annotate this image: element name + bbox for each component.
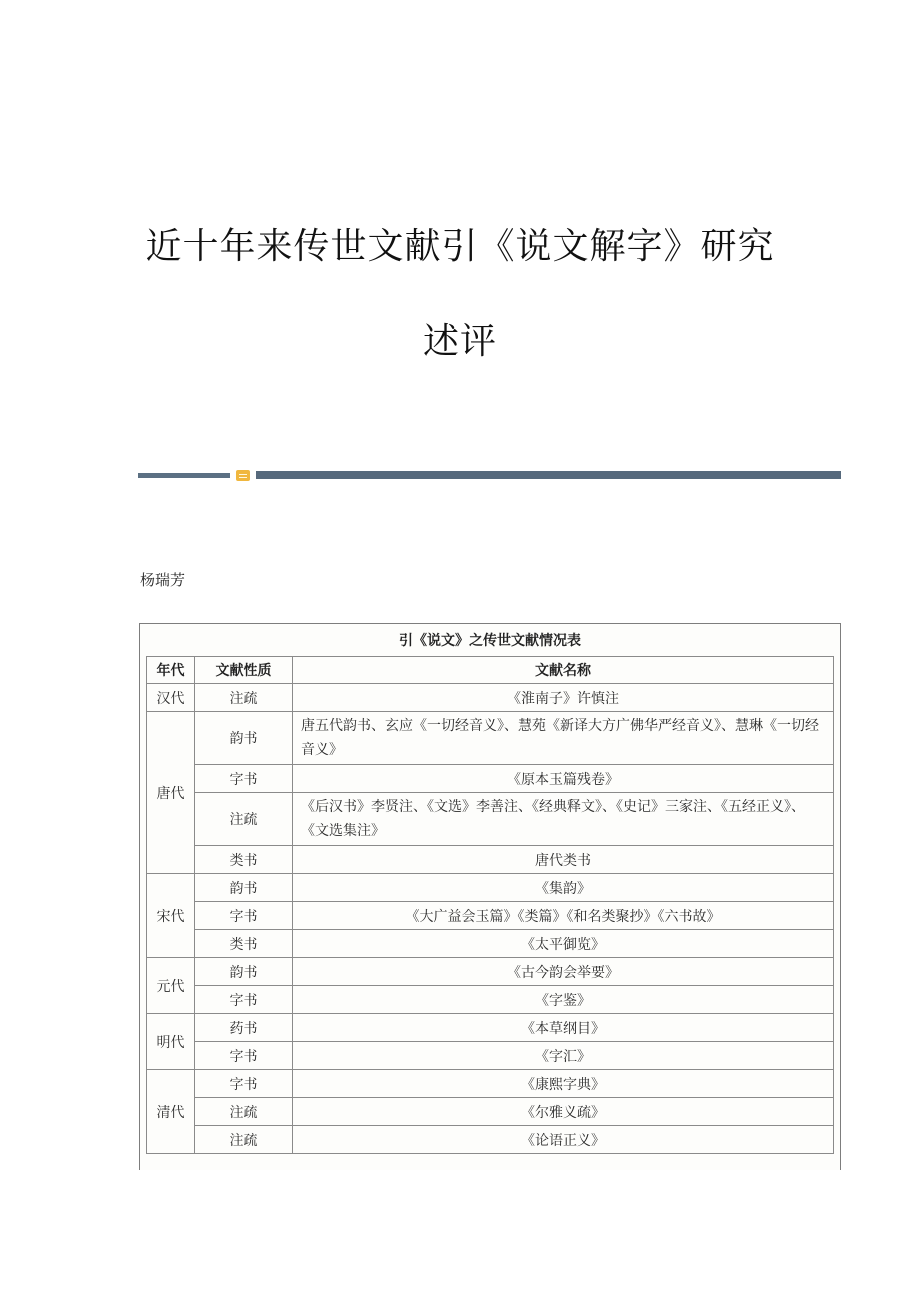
table-row	[147, 902, 834, 930]
literature-table-figure	[139, 623, 841, 1170]
title-cell: 《本草纲目》	[293, 1014, 834, 1042]
header-type: 文献性质	[195, 657, 293, 684]
title-cell: 《论语正义》	[293, 1126, 834, 1154]
table-row	[147, 846, 834, 874]
divider-left-bar	[138, 473, 230, 478]
title-cell: 《康熙字典》	[293, 1070, 834, 1098]
title-cell: 唐五代韵书、玄应《一切经音义》、慧苑《新译大方广佛华严经音义》、慧琳《一切经音义》	[293, 712, 834, 765]
type-cell: 字书	[195, 986, 293, 1014]
era-cell: 汉代	[147, 684, 195, 712]
title-cell: 《原本玉篇残卷》	[293, 765, 834, 793]
type-cell: 字书	[195, 1042, 293, 1070]
type-cell: 类书	[195, 846, 293, 874]
title-cell: 《后汉书》李贤注、《文选》李善注、《经典释文》、《史记》三家注、《五经正义》、《文选集注》	[293, 793, 834, 846]
title-cell: 《淮南子》许慎注	[293, 684, 834, 712]
type-cell: 字书	[195, 902, 293, 930]
type-cell: 韵书	[195, 874, 293, 902]
table-row	[147, 1098, 834, 1126]
table-row	[147, 874, 834, 902]
era-cell: 明代	[147, 1014, 195, 1070]
type-cell: 注疏	[195, 1098, 293, 1126]
title-cell: 《古今韵会举要》	[293, 958, 834, 986]
table-caption: 引《说文》之传世文献情况表	[399, 633, 581, 649]
document-title-line2: 述评	[422, 321, 497, 362]
type-cell: 韵书	[195, 958, 293, 986]
header-title: 文献名称	[293, 657, 834, 684]
type-cell: 药书	[195, 1014, 293, 1042]
era-cell: 宋代	[147, 874, 195, 958]
title-divider	[138, 470, 841, 481]
document-title-line1: 近十年来传世文献引《说文解字》研究	[145, 226, 775, 267]
table-row	[147, 986, 834, 1014]
table-row	[147, 958, 834, 986]
divider-right-bar	[256, 471, 841, 479]
table-row	[147, 765, 834, 793]
title-cell: 唐代类书	[293, 846, 834, 874]
type-cell: 注疏	[195, 684, 293, 712]
table-row	[147, 1126, 834, 1154]
type-cell: 字书	[195, 765, 293, 793]
era-cell: 清代	[147, 1070, 195, 1154]
type-cell: 注疏	[195, 793, 293, 846]
table-row	[147, 930, 834, 958]
type-cell: 类书	[195, 930, 293, 958]
type-cell: 韵书	[195, 712, 293, 765]
title-cell: 《太平御览》	[293, 930, 834, 958]
type-cell: 注疏	[195, 1126, 293, 1154]
title-cell: 《字鉴》	[293, 986, 834, 1014]
table-row	[147, 793, 834, 846]
type-cell: 字书	[195, 1070, 293, 1098]
era-cell: 唐代	[147, 712, 195, 874]
header-era: 年代	[147, 657, 195, 684]
table-row	[147, 1070, 834, 1098]
table-row	[147, 712, 834, 765]
title-cell: 《尔雅义疏》	[293, 1098, 834, 1126]
author-name: 杨瑞芳	[140, 571, 186, 589]
title-cell: 《集韵》	[293, 874, 834, 902]
divider-badge-icon	[236, 470, 250, 481]
table-row	[147, 684, 834, 712]
table-row	[147, 1042, 834, 1070]
title-cell: 《大广益会玉篇》《类篇》《和名类聚抄》《六书故》	[293, 902, 834, 930]
era-cell: 元代	[147, 958, 195, 1014]
table-row	[147, 1014, 834, 1042]
literature-table	[146, 656, 834, 1154]
title-cell: 《字汇》	[293, 1042, 834, 1070]
